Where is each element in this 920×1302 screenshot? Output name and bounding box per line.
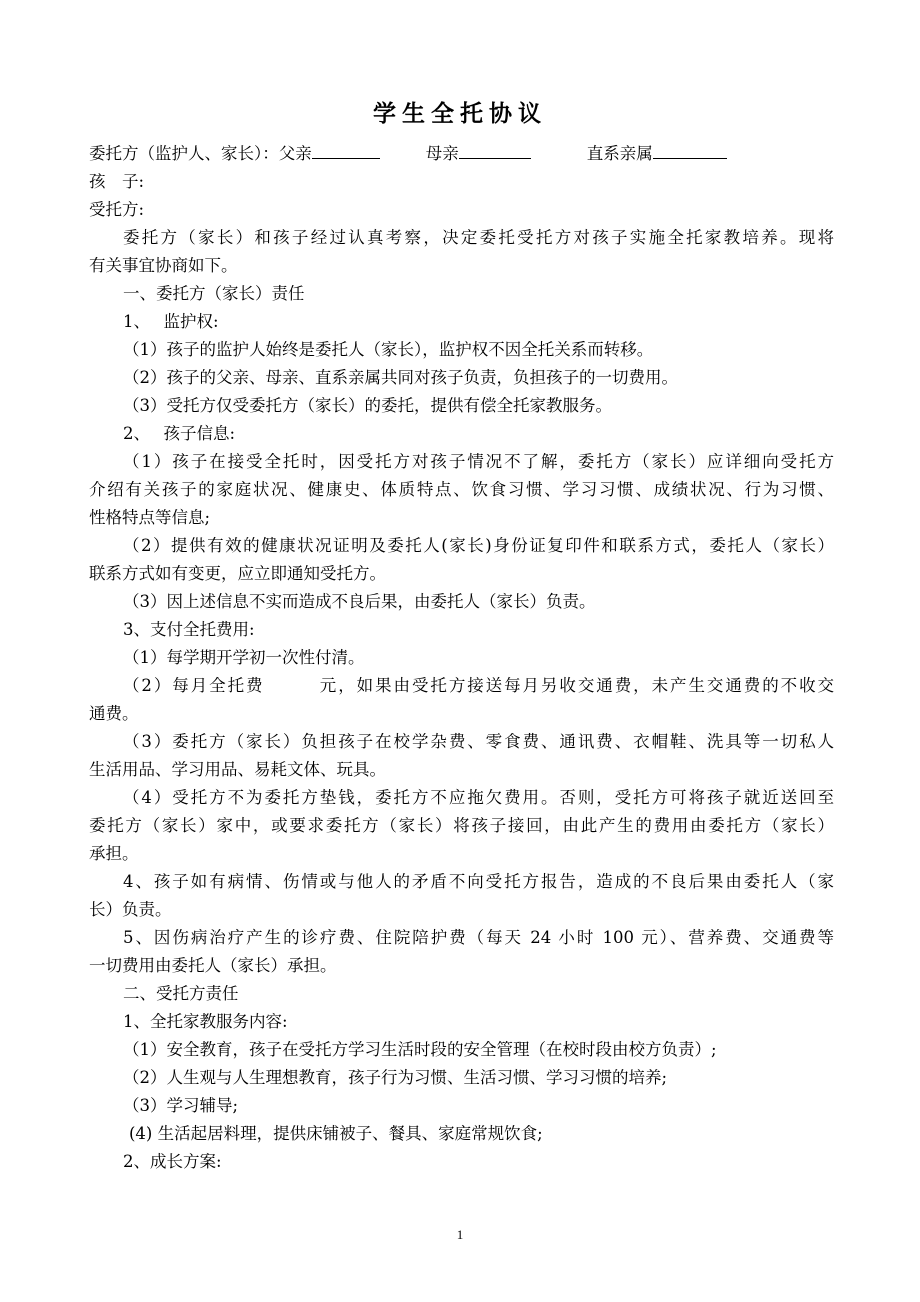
paragraph-line: 生活用品、学习用品、易耗文体、玩具。 [89,760,386,779]
intro-line: 有关事宜协商如下。 [89,256,238,275]
paragraph-line: 一切费用由委托人（家长）承担。 [89,956,337,975]
paragraph-line: （1）孩子在接受全托时，因受托方对孩子情况不了解，委托方（家长）应详细向受托方 [123,452,834,471]
paragraph-line: 联系方式如有变更，应立即通知受托方。 [89,564,386,583]
list-item: （2）人生观与人生理想教育，孩子行为习惯、生活习惯、学习习惯的培养; [123,1068,668,1087]
paragraph-line: （3）因上述信息不实而造成不良后果，由委托人（家长）负责。 [123,592,596,611]
relative-blank [653,140,727,159]
item-heading: 2、 孩子信息: [123,424,236,443]
page-number: 1 [456,1227,464,1242]
paragraph-line: （2）提供有效的健康状况证明及委托人(家长)身份证复印件和联系方式，委托人（家长） [123,536,834,555]
item-heading: 1、全托家教服务内容: [123,1012,288,1031]
list-item: (4) 生活起居料理，提供床铺被子、餐具、家庭常规饮食; [129,1124,543,1143]
paragraph-line: 介绍有关孩子的家庭状况、健康史、体质特点、饮食习惯、学习习惯、成绩状况、行为习惯、 [89,480,834,499]
intro-line: 委托方（家长）和孩子经过认真考察，决定委托受托方对孩子实施全托家教培养。现将 [123,228,834,247]
list-item: （1）孩子的监护人始终是委托人（家长），监护权不因全托关系而转移。 [123,340,654,359]
trustee-line: 受托方: [89,200,145,219]
list-item: （1）安全教育，孩子在受托方学习生活时段的安全管理（在校时段由校方负责）; [123,1040,717,1059]
paragraph-line: 承担。 [89,844,139,863]
section-heading: 一、委托方（家长）责任 [123,284,305,303]
paragraph-line: （2）每月全托费 元，如果由受托方接送每月另收交通费，未产生交通费的不收交 [123,676,834,695]
list-item: （3）学习辅导; [123,1096,239,1115]
mother-blank [459,140,531,159]
child-line: 孩 子: [89,172,145,191]
document-title: 学生全托协议 [373,101,547,127]
paragraph-line: （1）每学期开学初一次性付清。 [123,648,365,667]
relative-label: 直系亲属 [586,144,653,163]
item-heading: 2、成长方案: [123,1152,222,1171]
paragraph-line: 委托方（家长）家中，或要求委托方（家长）将孩子接回，由此产生的费用由委托方（家长） [89,816,834,835]
mother-label: 母亲 [425,144,459,163]
parties-line [89,140,834,168]
paragraph-line: 长）负责。 [89,900,172,919]
client-label: 委托方（监护人、家长）： [89,144,279,163]
item-heading: 3、支付全托费用: [123,620,255,639]
list-item: （3）受托方仅受委托方（家长）的委托，提供有偿全托家教服务。 [123,396,612,415]
paragraph-line: 性格特点等信息; [89,508,211,527]
section-heading: 二、受托方责任 [123,984,239,1003]
paragraph-line: （3）委托方（家长）负担孩子在校学杂费、零食费、通讯费、衣帽鞋、洗具等一切私人 [123,732,834,751]
father-label: 父亲 [278,144,312,163]
list-item: （2）孩子的父亲、母亲、直系亲属共同对孩子负责，负担孩子的一切费用。 [123,368,678,387]
paragraph-line: 5、因伤病治疗产生的诊疗费、住院陪护费（每天 24 小时 100 元）、营养费、交通费等 [123,928,834,947]
father-blank [312,140,380,159]
paragraph-line: 4、孩子如有病情、伤情或与他人的矛盾不向受托方报告，造成的不良后果由委托人（家 [123,872,834,891]
item-heading: 1、 监护权: [123,312,219,331]
paragraph-line: （4）受托方不为委托方垫钱，委托方不应拖欠费用。否则，受托方可将孩子就近送回至 [123,788,834,807]
paragraph-line: 通费。 [89,704,139,723]
